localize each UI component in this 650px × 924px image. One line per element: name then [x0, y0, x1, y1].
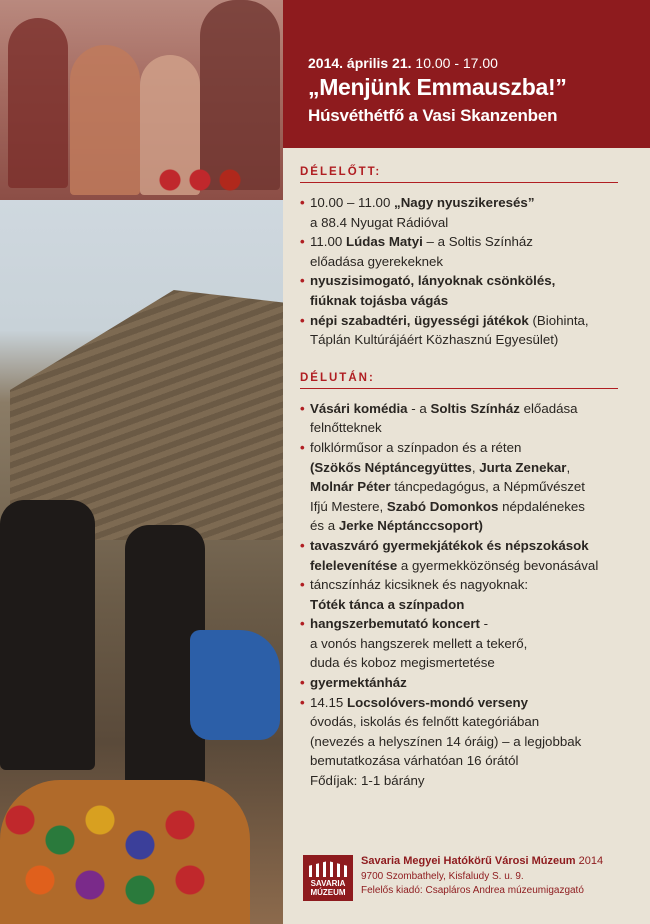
museum-building-icon — [309, 861, 347, 877]
event-header — [283, 0, 650, 148]
museum-logo: SAVARIA MÚZEUM — [303, 855, 353, 901]
dancer-figure — [0, 500, 95, 770]
list-item: • 14.15 Locsolóvers-mondó verseny óvodás, iskolás és felnőtt kategóriában (nevezés a helyszínen 14 óráig) – a legjobbak bemutatkozása várhatóan 16 órától Fődíjak: 1-1 bárány — [300, 693, 630, 791]
list-item: • tavaszváró gyermekjátékok és népszokások felelevenítése a gyermekközönség bevonásával — [300, 536, 630, 575]
morning-label: DÉLELŐTT: — [300, 166, 618, 183]
dancer-skirt — [190, 630, 280, 740]
painted-eggs — [0, 790, 230, 924]
event-time: 10.00 - 17.00 — [415, 55, 498, 71]
eggs-plate — [155, 165, 265, 195]
program-content — [300, 166, 630, 791]
afternoon-program — [300, 399, 630, 791]
list-item: • 11.00 Lúdas Matyi – a Soltis Színház előadása gyerekeknek — [300, 232, 630, 271]
list-item: • nyuszisimogató, lányoknak csönkölés, fiúknak tojásba vágás — [300, 271, 630, 310]
egg-decorating-photo — [0, 0, 283, 200]
list-item: • népi szabadtéri, ügyességi játékok (Biohinta, Táplán Kultúrájáért Közhasznú Egyesület) — [300, 311, 630, 350]
list-item: • gyermektánház — [300, 673, 630, 693]
organizer-address: 9700 Szombathely, Kisfaludy S. u. 9. — [361, 871, 524, 882]
list-item: • táncszínház kicsiknek és nagyoknak: Tóték tánca a színpadon — [300, 575, 630, 614]
event-title: „Menjünk Emmauszba!” — [308, 74, 567, 100]
organizer-name: Savaria Megyei Hatókörű Városi Múzeum 2014 — [361, 855, 604, 867]
afternoon-label: DÉLUTÁN: — [300, 372, 618, 389]
morning-program — [300, 193, 630, 350]
event-subtitle: Húsvéthétfő a Vasi Skanzenben — [308, 106, 558, 125]
event-date: 2014. április 21. 10.00 - 17.00 — [308, 55, 498, 71]
list-item: • Vásári komédia - a Soltis Színház előadása felnőtteknek — [300, 399, 630, 438]
list-item: • folklórműsor a színpadon és a réten (Szökős Néptáncegyüttes, Jurta Zenekar, Molnár Péter táncpedagógus, a Népművészet Ifjú Mestere, Szabó Domonkos népdalénekes és a Jerke Néptánccsoport) — [300, 438, 630, 536]
list-item: • 10.00 – 11.00 „Nagy nyuszikeresés” a 88.4 Nyugat Rádióval — [300, 193, 630, 232]
list-item: • hangszerbemutató koncert - a vonós hangszerek mellett a tekerő, duda és koboz megismertetése — [300, 614, 630, 673]
publisher-line: Felelős kiadó: Csapláros Andrea múzeumigazgató — [361, 885, 584, 896]
